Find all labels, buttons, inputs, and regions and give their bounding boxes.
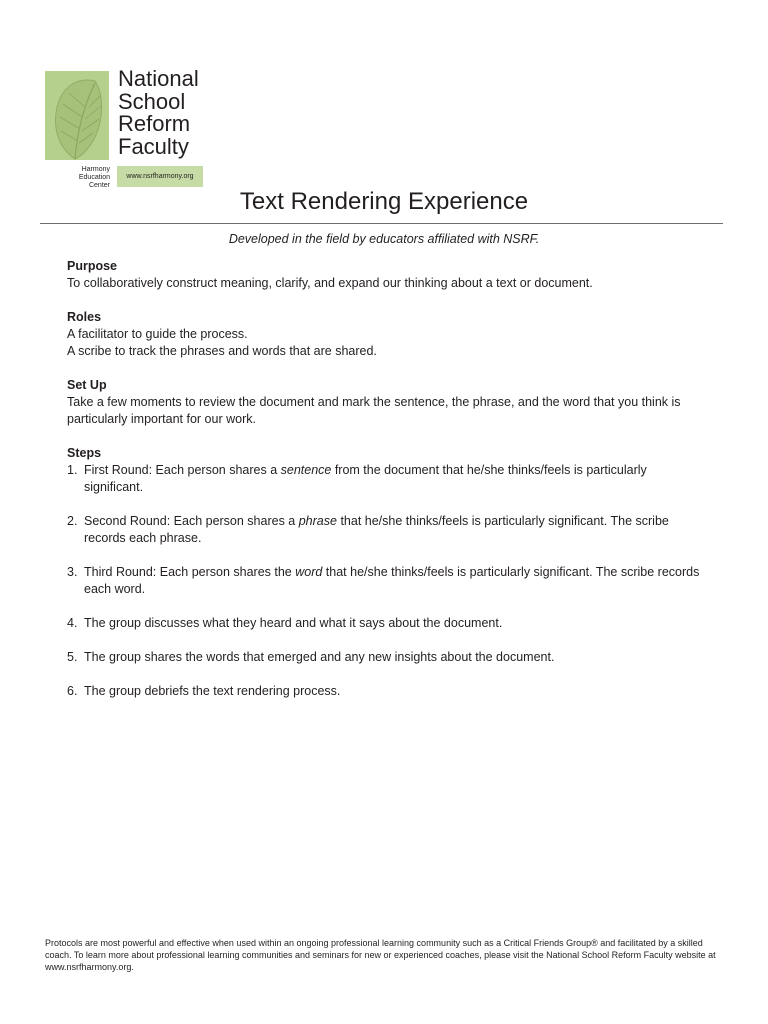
step-text: that he/she thinks/feels is particularly significant. The scribe records each phrase. bbox=[84, 514, 669, 545]
title-divider bbox=[40, 223, 723, 224]
org-name-line: National bbox=[118, 66, 199, 91]
steps-section bbox=[67, 445, 707, 700]
step-number: 3. bbox=[67, 565, 78, 579]
section-heading: Purpose bbox=[67, 259, 118, 273]
list-item bbox=[67, 615, 707, 632]
section-text: A facilitator to guide the process. bbox=[67, 327, 248, 341]
step-text: from the document that he/she thinks/feels is particularly significant. bbox=[84, 463, 647, 494]
step-number: 2. bbox=[67, 514, 78, 528]
org-sub-line: Education bbox=[78, 174, 110, 181]
section-text: A scribe to track the phrases and words that are shared. bbox=[67, 344, 377, 358]
section-heading: Roles bbox=[67, 310, 102, 324]
step-number: 1. bbox=[67, 463, 78, 477]
list-item bbox=[67, 649, 707, 666]
org-name-line: Reform bbox=[118, 111, 191, 136]
section-text: To collaboratively construct meaning, clarify, and expand our thinking about a text or document. bbox=[67, 276, 593, 290]
list-item bbox=[67, 683, 707, 700]
page-subtitle: Developed in the field by educators affiliated with NSRF. bbox=[228, 232, 540, 246]
org-name bbox=[118, 68, 199, 158]
step-text: that he/she thinks/feels is particularly significant. The scribe records each word. bbox=[84, 565, 700, 596]
org-name-line: School bbox=[118, 88, 186, 114]
section-text: Take a few moments to review the document and mark the sentence, the phrase, and the word that you think is particularly important for our work. bbox=[67, 395, 681, 426]
org-sub-line: Center bbox=[88, 182, 110, 189]
step-text: Second Round: Each person shares a bbox=[84, 514, 299, 528]
step-number: 5. bbox=[67, 650, 78, 664]
document-body bbox=[67, 258, 707, 717]
step-number: 4. bbox=[67, 616, 78, 630]
footer-note: Protocols are most powerful and effective when used within an ongoing professional learning community such as a Critical Friends Group® and facilitated by a skilled coach. To learn more about professional learning communities and seminars for new or experienced coaches, please visit the National School Reform Faculty website at www.nsrfharmony.org. bbox=[45, 938, 716, 972]
roles-section bbox=[67, 309, 707, 360]
step-emphasis: word bbox=[295, 565, 323, 579]
org-sub-line: Harmony bbox=[81, 166, 110, 173]
purpose-section bbox=[67, 258, 707, 292]
leaf-logo-box bbox=[45, 71, 109, 160]
org-subtitle bbox=[40, 166, 110, 190]
list-item bbox=[67, 564, 707, 598]
page-title: Text Rendering Experience bbox=[239, 188, 529, 215]
list-item bbox=[67, 462, 707, 496]
step-text: The group debriefs the text rendering process. bbox=[84, 684, 341, 698]
step-emphasis: phrase bbox=[298, 514, 337, 528]
section-heading: Set Up bbox=[67, 378, 107, 392]
step-number: 6. bbox=[67, 684, 78, 698]
step-text: The group discusses what they heard and what it says about the document. bbox=[84, 616, 503, 630]
step-text: Third Round: Each person shares the bbox=[84, 565, 296, 579]
leaf-icon bbox=[45, 71, 109, 160]
org-name-line: Faculty bbox=[118, 133, 189, 159]
step-emphasis: sentence bbox=[280, 463, 332, 477]
list-item bbox=[67, 513, 707, 547]
step-text: First Round: Each person shares a bbox=[84, 463, 281, 477]
steps-list bbox=[67, 462, 707, 700]
setup-section bbox=[67, 377, 707, 428]
step-text: The group shares the words that emerged and any new insights about the document. bbox=[84, 650, 555, 664]
section-heading: Steps bbox=[67, 446, 102, 460]
url-badge: www.nsrfharmony.org bbox=[117, 166, 203, 187]
